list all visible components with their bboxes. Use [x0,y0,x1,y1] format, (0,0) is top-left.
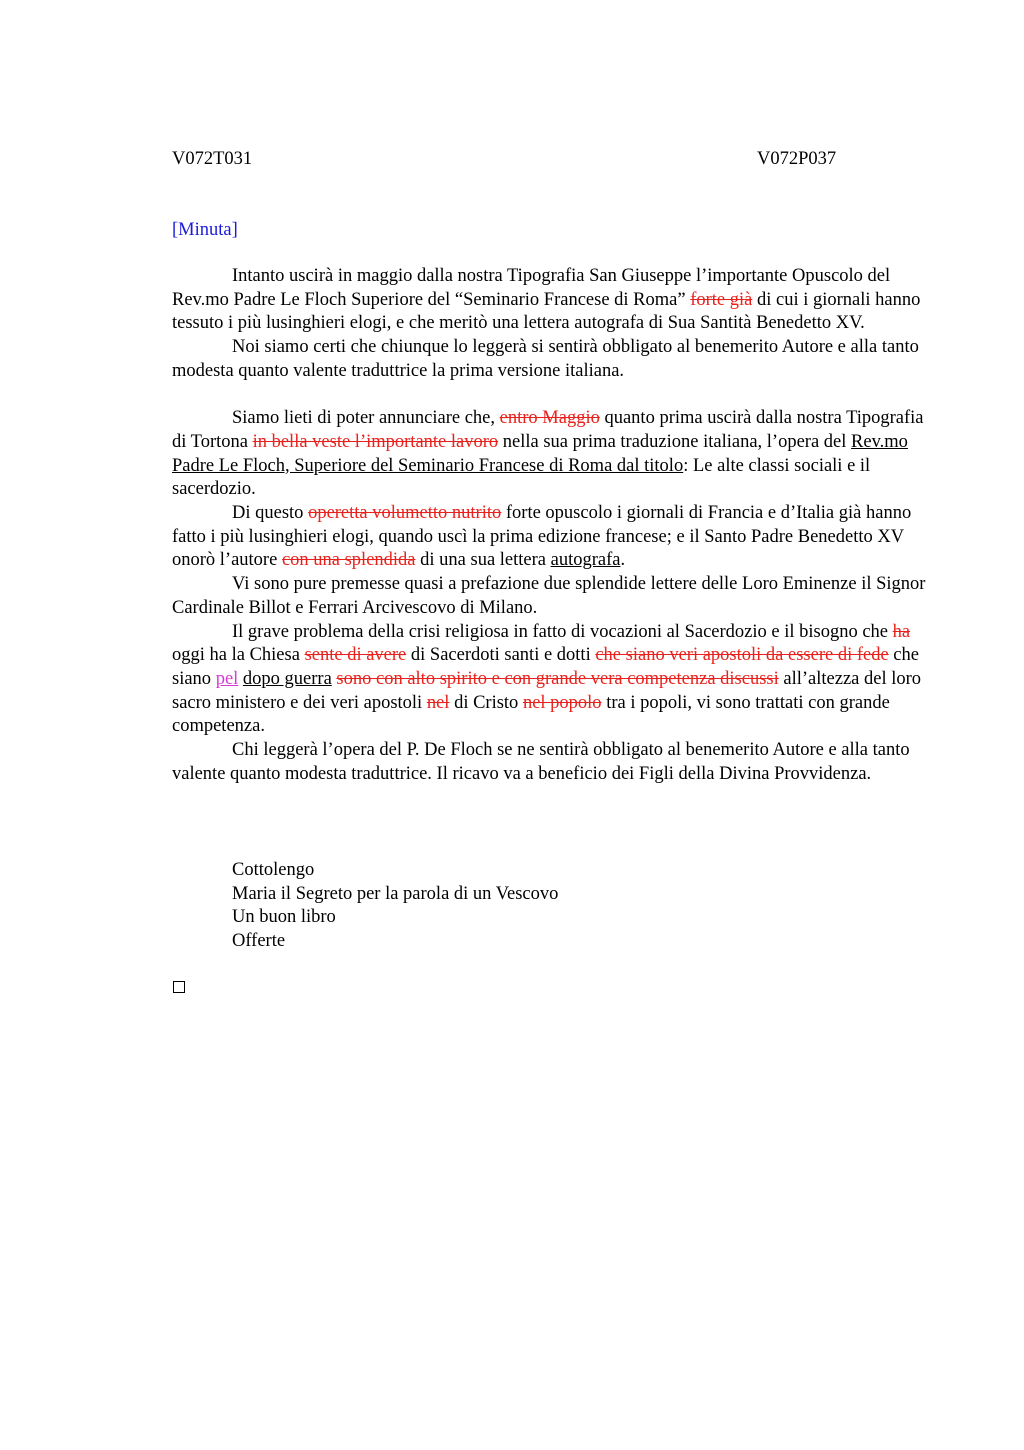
underlined-text: dopo guerra [242,668,332,689]
paragraph-1: Intanto uscirà in maggio dalla nostra Tipografia San Giuseppe l’importante Opuscolo del Rev.mo Padre Le Floch Superiore del “Seminario Francese di Roma” forte già di cui i giornali hanno tessuto i più lusinghieri elogi, e che meritò una lettera autografa di Sua Santità Benedetto XV. [172,266,921,334]
checkbox-square-icon [173,981,185,993]
list-item: Maria il Segreto per la parola di un Vescovo [232,883,559,904]
deleted-text: entro Maggio [499,408,600,429]
paragraph-5: Vi sono pure premesse quasi a prefazione due splendide lettere delle Loro Eminenze il Signor Cardinale Billot e Ferrari Arcivescovo di Milano. [172,574,926,618]
paragraph-3: Siamo lieti di poter annunciare che, entro Maggio quanto prima uscirà dalla nostra Tipografia di Tortona in bella veste l’importante lavoro nella sua prima traduzione italiana, l’opera del Rev.mo Padre Le Floch, Superiore del Seminario Francese di Roma dal titolo: Le alte classi sociali e il sacerdozio. [172,408,924,500]
list-item: Cottolengo [232,860,315,880]
deleted-text: forte già [690,289,753,310]
deleted-text: nel popolo [522,692,602,713]
deleted-text: con una splendida [281,550,416,571]
deleted-text: sente di avere [304,645,407,666]
document-code-right: V072P037 [757,149,837,169]
deleted-text: ha [892,621,911,642]
document-body [172,265,928,786]
topic-list [232,859,558,954]
paragraph-6: Il grave problema della crisi religiosa in fatto di vocazioni al Sacerdozio e il bisogno che ha oggi ha la Chiesa sente di avere di Sacerdoti santi e dotti che siano veri apostoli da essere di fede che siano pel dopo guerra sono con alto spirito e con grande vera competenza discussi all’altezza del loro sacro ministero e dei veri apostoli nel di Cristo nel popolo tra i popoli, vi sono trattati con grande competenza. [172,621,922,737]
document-code-left: V072T031 [172,149,253,169]
minuta-label: [Minuta] [172,220,238,240]
deleted-text: operetta volumetto nutrito [308,503,502,524]
paragraph-4: Di questo operetta volumetto nutrito forte opuscolo i giornali di Francia e d’Italia già hanno fatto i più lusinghieri elogi, quando uscì la prima edizione francese; e il Santo Padre Benedetto XV onorò l’autore con una splendida di una sua lettera autografa. [172,503,912,571]
deleted-text: che siano veri apostoli da essere di fede [595,645,889,666]
deleted-text: nel [426,692,450,713]
underlined-text: autografa [550,550,621,571]
underlined-text: Rev.mo Padre Le Floch, Superiore del Seminario Francese di Roma dal titolo [172,431,908,476]
paragraph-2: Noi siamo certi che chiunque lo leggerà si sentirà obbligato al benemerito Autore e alla tanto modesta quanto valente traduttrice la prima versione italiana. [172,337,919,381]
list-item: Offerte [232,931,286,952]
inserted-text: pel [215,668,239,689]
list-item: Un buon libro [232,907,336,928]
paragraph-7: Chi leggerà l’opera del P. De Floch se ne sentirà obbligato al benemerito Autore e alla tanto valente quanto modesta traduttrice. Il ricavo va a beneficio dei Figli della Divina Provvidenza. [172,740,910,784]
deleted-text: in bella veste l’importante lavoro [252,431,499,452]
deleted-text: sono con alto spirito e con grande vera competenza discussi [336,668,779,689]
